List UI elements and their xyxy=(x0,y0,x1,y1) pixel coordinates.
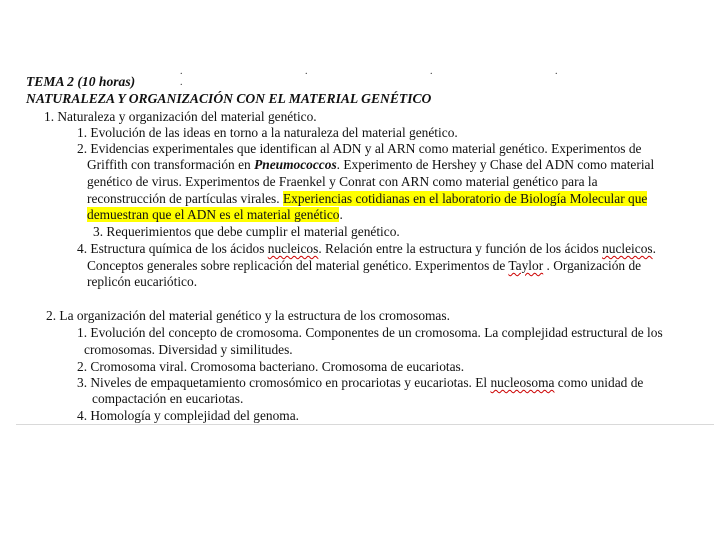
text-span: . Experimento de Hershey y Chase del ADN como material xyxy=(336,157,655,172)
spellcheck-word: nucleosoma xyxy=(490,375,555,390)
section1-item2-line2 xyxy=(87,157,654,173)
section1-item2-line3: genético de virus. Experimentos de Fraenkel y Conrat con ARN como material genético para la xyxy=(87,174,598,189)
text-span: 4. Estructura química de los ácidos xyxy=(77,241,268,256)
text-span: . Relación entre la estructura y función de los ácidos xyxy=(318,241,603,256)
section1-item4-line3: replicón eucariótico. xyxy=(87,274,198,289)
header-dots: . . . . . xyxy=(180,66,618,88)
highlighted-text: demuestran que el ADN es el material genético xyxy=(87,207,340,222)
page-divider xyxy=(16,424,714,425)
text-span: . Organización de xyxy=(543,258,642,273)
section1-item1: 1. Evolución de las ideas en torno a la naturaleza del material genético. xyxy=(77,125,458,140)
highlighted-text: Experiencias cotidianas en el laboratorio de Biología Molecular que xyxy=(282,191,648,206)
section1-heading: 1. Naturaleza y organización del material genético. xyxy=(44,109,317,124)
spellcheck-word: Taylor xyxy=(508,258,544,273)
text-span: reconstrucción de partículas virales. xyxy=(87,191,283,206)
section2-item2: 2. Cromosoma viral. Cromosoma bacteriano. Cromosoma de eucariotas. xyxy=(77,359,465,374)
text-span: . xyxy=(652,241,656,256)
topic-title: TEMA 2 (10 horas) xyxy=(26,74,136,89)
text-span: Conceptos generales sobre replicación del material genético. Experimentos de xyxy=(87,258,509,273)
text-span: . xyxy=(339,207,343,222)
section2-item3-line1 xyxy=(77,375,643,391)
section2-item1-line2: cromosomas. Diversidad y similitudes. xyxy=(84,342,293,357)
section2-item4: 4. Homología y complejidad del genoma. xyxy=(77,408,300,423)
section2-heading: 2. La organización del material genético y la estructura de los cromosomas. xyxy=(46,308,450,323)
spellcheck-word: nucleicos xyxy=(602,241,653,256)
text-span: como unidad de xyxy=(554,375,644,390)
section1-item4-line2 xyxy=(87,258,641,274)
spellcheck-word: nucleicos xyxy=(267,241,319,256)
section2-item3-line2: compactación en eucariotas. xyxy=(92,391,244,406)
text-span: 3. Niveles de empaquetamiento cromosómico en procariotas y eucariotas. El xyxy=(77,375,491,390)
section1-item4-line1 xyxy=(77,241,656,257)
section1-item2-line1: 2. Evidencias experimentales que identifican al ADN y al ARN como material genético. Experimentos de xyxy=(77,141,642,156)
text-span: Griffith con transformación en xyxy=(87,157,255,172)
topic-subtitle: NATURALEZA Y ORGANIZACIÓN CON EL MATERIAL GENÉTICO xyxy=(26,91,432,106)
section1-item2-line4 xyxy=(87,191,647,207)
section2-item1-line1: 1. Evolución del concepto de cromosoma. Componentes de un cromosoma. La complejidad estructural de los xyxy=(77,325,663,340)
species-name: Pneumococcos xyxy=(254,157,337,172)
section1-item2-line5 xyxy=(87,207,343,223)
section1-item3: 3. Requerimientos que debe cumplir el material genético. xyxy=(93,224,400,239)
